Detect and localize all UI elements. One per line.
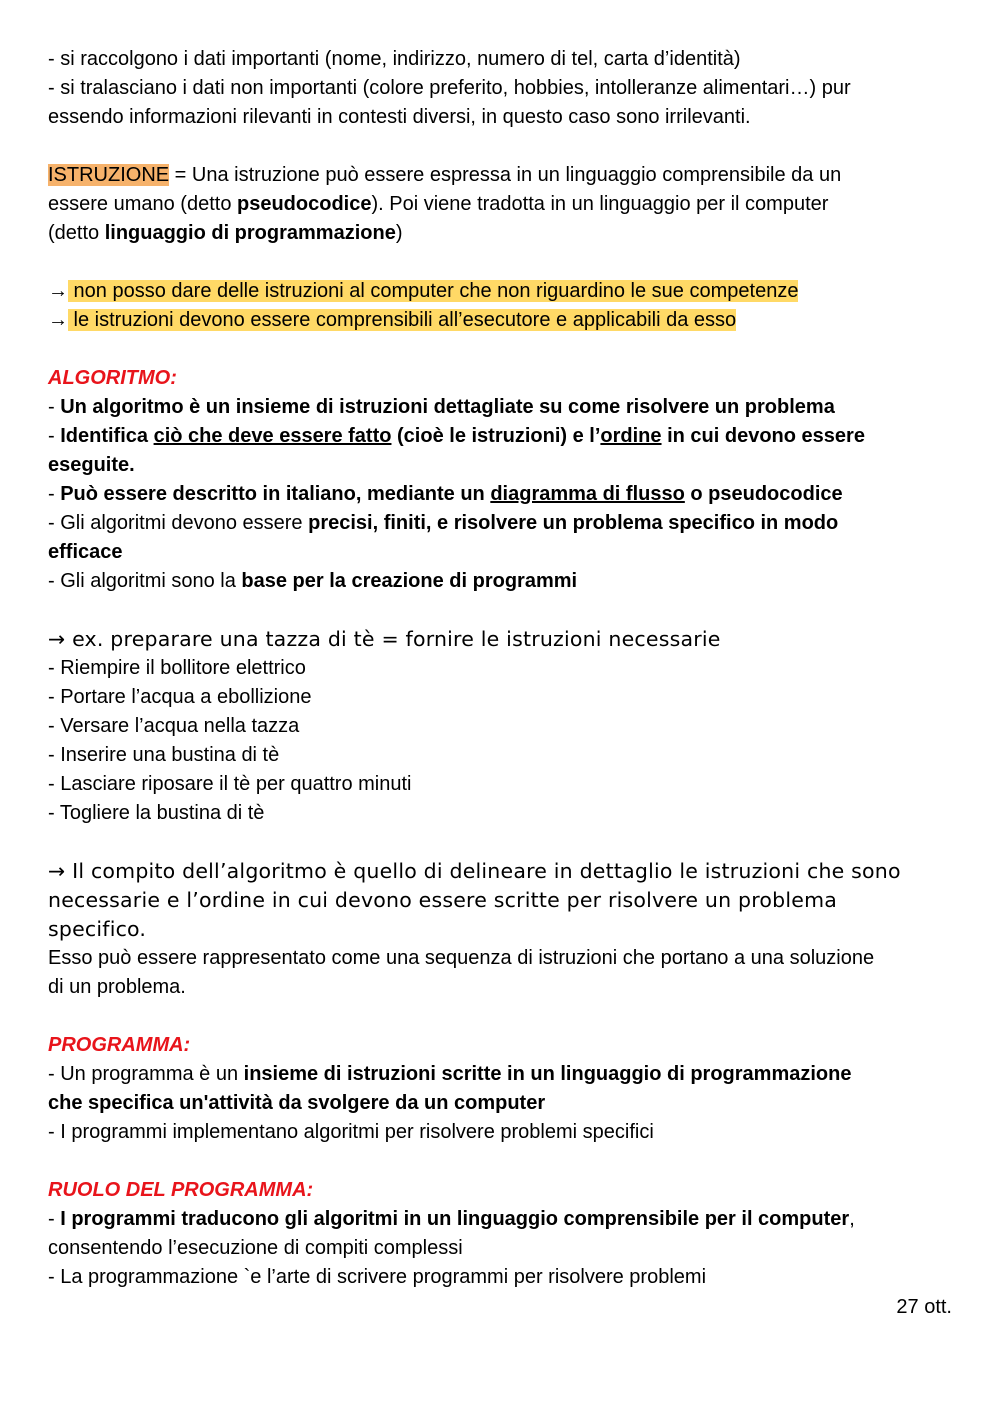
document-page [48,45,958,1292]
istruzione-term: ISTRUZIONE [48,164,170,186]
text: - Gli algoritmi devono essere [48,512,309,534]
bold-text: Può essere descritto in italiano, mediante un [60,483,491,505]
page-date: 27 ott. [896,1296,952,1318]
intro-line-1: - si raccolgono i dati importanti (nome, indirizzo, numero di tel, carta d’identità) [48,48,741,70]
ruolo-point-1-cont: consentendo l’esecuzione di compiti complessi [48,1237,463,1259]
intro-line-3: essendo informazioni rilevanti in contesti diversi, in questo caso sono irrilevanti. [48,106,751,128]
algoritmo-point-1 [48,393,958,422]
programma-point-2: - I programmi implementano algoritmi per risolvere problemi specifici [48,1121,654,1143]
example-step: - Togliere la bustina di tè [48,802,265,824]
programma-heading: PROGRAMMA: [48,1034,191,1056]
bold-text: I programmi traducono gli algoritmi in un linguaggio comprensibile per il computer [60,1208,850,1230]
example-step: - Lasciare riposare il tè per quattro minuti [48,773,412,795]
bold-text: precisi, finiti, e risolvere un problema specifico in modo [308,512,839,534]
istruzione-line-1 [48,161,958,190]
algoritmo-point-5 [48,567,958,596]
arrow-note-1 [48,277,958,306]
bold-text: Un algoritmo è un insieme di istruzioni dettagliate su come risolvere un problema [60,396,835,418]
istruzione-line-2 [48,190,958,219]
dash: - [48,425,61,447]
bold-text: in cui devono essere [661,425,865,447]
text: - Un programma è un [48,1063,244,1085]
compito-line-5: di un problema. [48,976,186,998]
dash: - [48,396,61,418]
linguaggio-term: linguaggio di programmazione [104,222,396,244]
text: , [849,1208,855,1230]
istruzione-text: (detto [48,222,105,244]
algoritmo-point-2 [48,422,958,451]
compito-line-1: → Il compito dell’algoritmo è quello di delineare in dettaglio le istruzioni che sono [48,859,901,883]
underlined-text: diagramma di flusso [490,483,685,505]
compito-line-2: necessarie e l’ordine in cui devono essere scritte per risolvere un problema [48,888,837,912]
bold-text: insieme di istruzioni scritte in un linguaggio di programmazione [243,1063,852,1085]
ruolo-heading: RUOLO DEL PROGRAMMA: [48,1179,314,1201]
ruolo-point-2: - La programmazione `e l’arte di scrivere programmi per risolvere problemi [48,1266,707,1288]
bold-text: base per la creazione di programmi [241,570,578,592]
compito-line-3: specifico. [48,917,147,941]
bold-text: che specifica un'attività da svolgere da un computer [48,1092,546,1114]
programma-point-1 [48,1060,958,1089]
intro-line-2: - si tralasciano i dati non importanti (colore preferito, hobbies, intolleranze alimentari…) pur [48,77,851,99]
example-step: - Portare l’acqua a ebollizione [48,686,312,708]
istruzione-text: = Una istruzione può essere espressa in un linguaggio comprensibile da un [169,164,842,186]
bold-text: (cioè le istruzioni) e l’ [391,425,601,447]
bold-text: eseguite. [48,454,135,476]
dash: - [48,483,61,505]
bold-text: Identifica [60,425,154,447]
algoritmo-point-3 [48,480,958,509]
bold-text: o pseudocodice [684,483,843,505]
algoritmo-point-4-cont [48,538,958,567]
example-step: - Riempire il bollitore elettrico [48,657,306,679]
bold-text: efficace [48,541,123,563]
example-step: - Versare l’acqua nella tazza [48,715,300,737]
compito-line-4: Esso può essere rappresentato come una sequenza di istruzioni che portano a una soluzione [48,947,875,969]
pseudocodice-term: pseudocodice [237,193,372,215]
algoritmo-heading: ALGORITMO: [48,367,177,389]
dash: - [48,1208,61,1230]
istruzione-text: ) [395,222,403,244]
algoritmo-point-4 [48,509,958,538]
example-step: - Inserire una bustina di tè [48,744,280,766]
arrow-note-2 [48,306,958,335]
arrow-icon: → [48,280,68,302]
underlined-text: ordine [600,425,662,447]
istruzione-text: essere umano (detto [48,193,237,215]
ruolo-point-1 [48,1205,958,1234]
istruzione-text: ). Poi viene tradotta in un linguaggio per il computer [371,193,829,215]
arrow-icon: → [48,309,68,331]
underlined-text: ciò che deve essere fatto [153,425,392,447]
text: - Gli algoritmi sono la [48,570,242,592]
programma-point-1-cont [48,1089,958,1118]
istruzione-line-3 [48,219,958,248]
highlighted-note: non posso dare delle istruzioni al computer che non riguardino le sue competenze [68,280,799,302]
example-intro: → ex. preparare una tazza di tè = fornire le istruzioni necessarie [48,627,721,651]
algoritmo-point-2-cont [48,451,958,480]
highlighted-note: le istruzioni devono essere comprensibili all’esecutore e applicabili da esso [68,309,737,331]
